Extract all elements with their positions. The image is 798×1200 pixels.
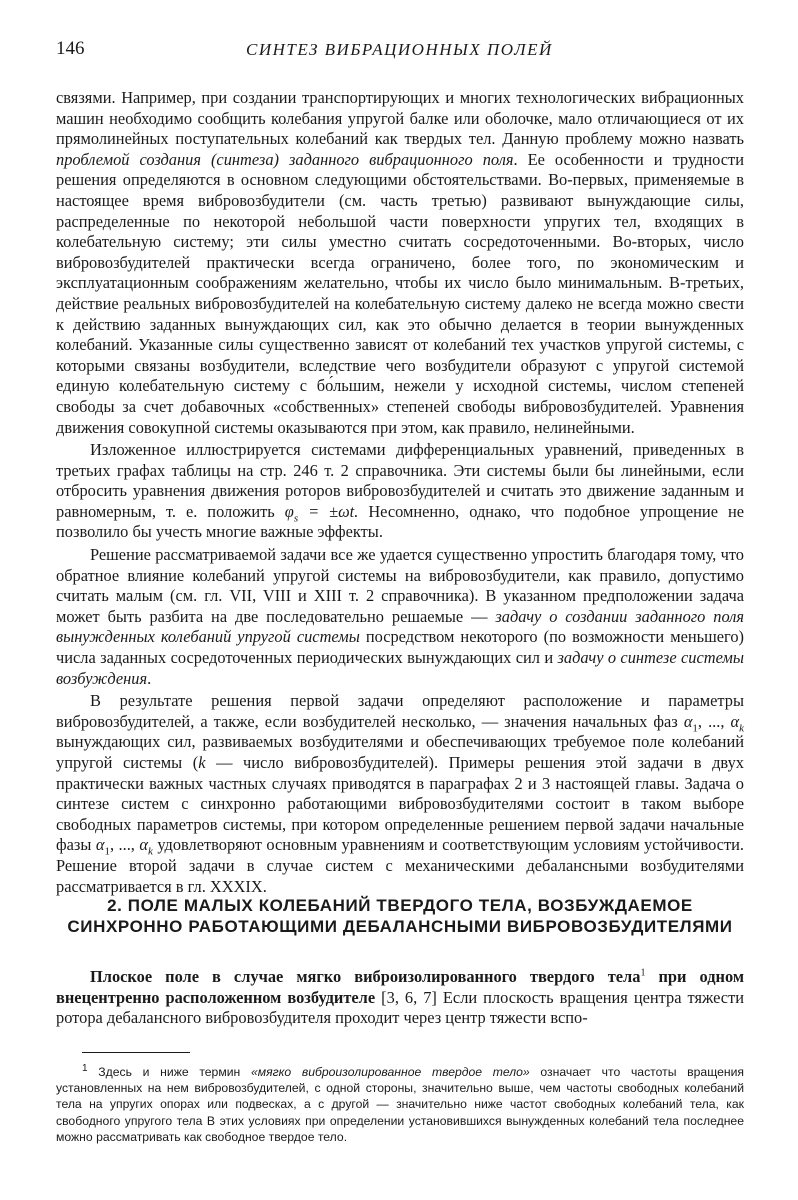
italic-term: задачу о создании заданного поля вынужденных колебаний упругой системы	[56, 606, 744, 647]
text-run: Здесь и ниже термин	[87, 1065, 251, 1079]
footnote-divider	[82, 1052, 190, 1053]
paragraph-2	[56, 440, 744, 543]
text-run: вынуждающих сил, развиваемых возбудителями и обеспечивающих требуемое поле колебаний упругой системы (	[56, 732, 744, 772]
alpha-symbol: α	[730, 711, 740, 731]
italic-term: задачу о синтезе системы возбуждения	[56, 648, 744, 688]
text-run: [3, 6, 7] Если плоскость вращения центра тяжести ротора дебалансного вибровозбудителя проходит через центр тяжести вспо-	[56, 987, 745, 1028]
subsection-title-cont: при одном внецентренно расположенном возбудителе	[56, 967, 744, 1007]
paragraph-1	[56, 88, 744, 438]
text-run: Несомненно, однако, что подобное упрощение не позволило бы учесть многие важные эффекты.	[56, 501, 744, 542]
paragraph-4	[56, 691, 744, 897]
text-run: связями. Например, при создании транспортирующих и многих технологических вибрационных машин необходимо сообщить колебания упругой балке или оболочке, мало отличающиеся от их прямолинейных поступательных колебаний как твердых тел. Данную проблему можно назвать	[56, 88, 744, 149]
formula-phi: φ	[284, 501, 294, 521]
page-header	[56, 38, 750, 68]
alpha-symbol: α	[95, 835, 105, 855]
text-run: Изложенное иллюстрируется системами дифференциальных уравнений, приведенных в третьих графах таблицы на стр. 246 т. 2 справочника. Эти системы были бы линейными, если отбросить уравнения движения роторов вибровозбудителей и считать это движение заданным и равномерным, т. е. положить	[56, 440, 744, 521]
running-title: СИНТЕЗ ВИБРАЦИОННЫХ ПОЛЕЙ	[246, 40, 553, 59]
text-run: удовлетворяют основным уравнениям и соответствующим условиям устойчивости. Решение второй задачи в случае систем с механическими дебалансными возбудителями рассматривается в гл. XXXIX.	[56, 835, 744, 896]
section-heading: 2. ПОЛЕ МАЛЫХ КОЛЕБАНИЙ ТВЕРДОГО ТЕЛА, ВОЗБУЖДАЕМОЕ СИНХРОННО РАБОТАЮЩИМИ ДЕБАЛАНСНЫМИ ВИБРОВОЗБУДИТЕЛЯМИ	[67, 896, 733, 936]
alpha-symbol: α	[683, 711, 693, 731]
alpha-subscript: 1	[692, 722, 698, 735]
text-run: — число вибровозбудителей). Примеры решения этой задачи в двух практически важных частных случаях приводятся в параграфах 2 и 3 настоящей главы. Задача о синтезе систем с синхронно работающими вибровозбудителями состоит в таком выборе свободных параметров системы, при котором определенные решением первой задачи начальные фазы	[56, 753, 744, 855]
italic-term: проблемой создания (синтеза) заданного вибрационного поля	[56, 149, 514, 169]
alpha-subscript: 1	[104, 845, 110, 858]
subsection-paragraph	[56, 967, 744, 1029]
formula-rest: = ±ωt.	[298, 501, 359, 521]
page-number: 146	[56, 38, 85, 59]
italic-term: «мягко виброизолированное твердое тело»	[250, 1065, 530, 1079]
k-symbol: k	[198, 753, 206, 772]
subsection-title: Плоское поле в случае мягко виброизолированного твердого тела	[90, 967, 641, 986]
footnote-mark: 1	[82, 1062, 88, 1074]
alpha-subscript: k	[739, 722, 745, 735]
paragraph-3	[56, 545, 744, 689]
alpha-subscript: k	[147, 845, 153, 858]
text-run: .	[147, 668, 152, 688]
footnote	[56, 1064, 744, 1145]
text-run: означает что частоты вращения установленных на нем вибровозбудителей, с одной стороны, значительно выше, чем частоты свободных колебаний тела на упругих опорах или подвесках, а с другой — значительно ниже частот свободных колебаний тела, как свободного упругого тела В этих условиях при определении установившихся вынужденных колебаний тела последнее можно рассматривать как свободное твердое тело.	[56, 1065, 744, 1144]
text-run: В результате решения первой задачи определяют расположение и параметры вибровозбудителей, а также, если возбудителей несколько, — значения начальных фаз	[56, 691, 744, 731]
footnote-ref: 1	[640, 967, 646, 979]
text-run: посредством некоторого (по возможности меньшего) числа заданных сосредоточенных периодических вынуждающих сил и	[56, 627, 744, 668]
text-run: , ...,	[697, 711, 731, 731]
formula-subscript: s	[293, 512, 299, 525]
text-run: Решение рассматриваемой задачи все же удается существенно упростить благодаря тому, что обратное влияние колебаний упругой системы на вибровозбудители, как правило, допустимо считать малым (см. гл. VII, VIII и XIII т. 2 справочника). В указанном предположении задача может быть разбита на две последовательно решаемые —	[56, 545, 744, 626]
alpha-symbol: α	[139, 835, 148, 855]
text-run: , ...,	[109, 835, 140, 855]
text-run: . Ее особенности и трудности решения определяются в основном следующими обстоятельствами. Во-первых, применяемые в настоящее время вибровозбудители (см. часть третью) развивают вынуждающие силы, распределенные по некоторой небольшой части поверхности упругих тел, входящих в колебательную систему; эти силы уместно считать сосредоточенными. Во-вторых, число вибровозбудителей практически всегда ограничено, более того, по экономическим и эксплуатационным соображениям желательно, чтобы их число было минимальным. В-третьих, действие реальных вибровозбудителей на колебательную систему далеко не всегда можно свести к действию заданных вынуждающих сил, как это обычно делается в теории вынужденных колебаний. Указанные силы существенно зависят от колебаний тех участков упругой системы, с которыми связаны возбудители, вследствие чего возбудители образуют с упругой системой единую колебательную систему с бо́льшим, нежели у исходной системы, числом степеней свободы за счет добавочных «собственных» степеней свободы вибровозбудителей. Уравнения движения совокупной системы оказываются при этом, как правило, нелинейными.	[56, 149, 744, 437]
body-text	[56, 88, 744, 897]
